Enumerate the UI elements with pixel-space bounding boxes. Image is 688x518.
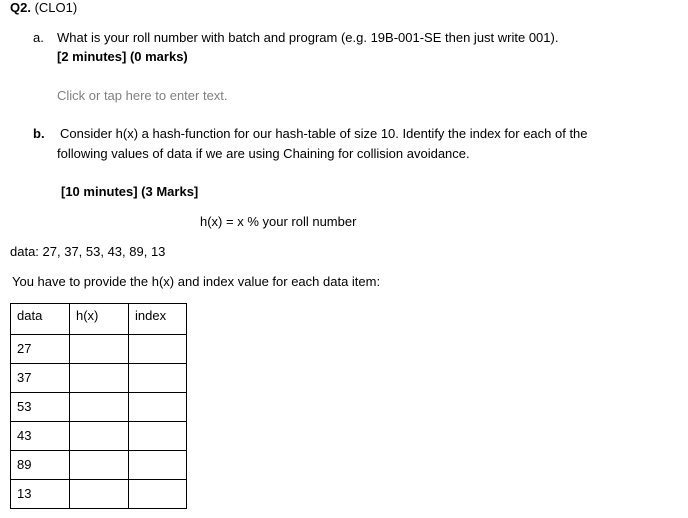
table-row <box>11 393 187 422</box>
cell-data: 13 <box>11 480 70 509</box>
table-row <box>11 422 187 451</box>
question-number: Q2. <box>10 0 31 15</box>
cell-index-input[interactable] <box>129 451 187 480</box>
cell-hx-input[interactable] <box>70 480 129 509</box>
table-header-row <box>11 304 187 335</box>
table-row <box>11 335 187 364</box>
cell-data: 43 <box>11 422 70 451</box>
header-hx: h(x) <box>70 304 129 335</box>
hash-formula: h(x) = x % your roll number <box>200 214 357 229</box>
cell-hx-input[interactable] <box>70 335 129 364</box>
part-b-marker: b. <box>33 126 45 141</box>
cell-hx-input[interactable] <box>70 364 129 393</box>
cell-data: 53 <box>11 393 70 422</box>
part-a-marker: a. <box>33 30 44 45</box>
table-row <box>11 480 187 509</box>
part-a-marks: [2 minutes] (0 marks) <box>57 49 188 64</box>
part-a-text: What is your roll number with batch and program (e.g. 19B-001-SE then just write 001). <box>57 30 559 45</box>
cell-index-input[interactable] <box>129 480 187 509</box>
instruction-text: You have to provide the h(x) and index value for each data item: <box>12 274 381 289</box>
cell-hx-input[interactable] <box>70 393 129 422</box>
part-b-text-line2: following values of data if we are using Chaining for collision avoidance. <box>57 146 470 161</box>
header-index: index <box>129 304 187 335</box>
header-data: data <box>11 304 70 335</box>
question-heading <box>10 0 77 16</box>
cell-index-input[interactable] <box>129 335 187 364</box>
cell-hx-input[interactable] <box>70 451 129 480</box>
cell-index-input[interactable] <box>129 364 187 393</box>
cell-hx-input[interactable] <box>70 422 129 451</box>
data-values-line: data: 27, 37, 53, 43, 89, 13 <box>10 244 166 259</box>
cell-index-input[interactable] <box>129 422 187 451</box>
part-b-text-line1: Consider h(x) a hash-function for our hash-table of size 10. Identify the index for each of the <box>60 126 588 141</box>
table-row <box>11 451 187 480</box>
cell-data: 89 <box>11 451 70 480</box>
cell-index-input[interactable] <box>129 393 187 422</box>
table-row <box>11 364 187 393</box>
answer-placeholder-field[interactable]: Click or tap here to enter text. <box>57 88 228 103</box>
question-clo: (CLO1) <box>34 0 78 15</box>
cell-data: 37 <box>11 364 70 393</box>
answer-table <box>10 303 187 509</box>
cell-data: 27 <box>11 335 70 364</box>
part-b-marks: [10 minutes] (3 Marks] <box>61 184 199 199</box>
